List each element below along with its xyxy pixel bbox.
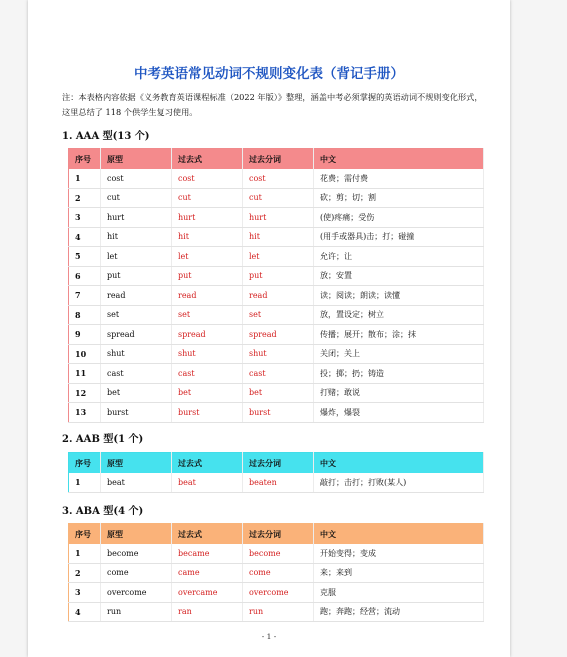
cell-no: 5 xyxy=(69,247,101,267)
cell-cn: 打赌；敢说 xyxy=(314,383,484,403)
cell-pp: hurt xyxy=(243,208,314,228)
cell-no: 4 xyxy=(69,227,101,247)
cell-no: 3 xyxy=(69,583,101,603)
cell-cn: (用手或器具)击；打；碰撞 xyxy=(314,227,484,247)
page-title: 中考英语常见动词不规则变化表（背记手册） xyxy=(134,66,404,82)
cell-cn: 关闭；关上 xyxy=(314,344,484,364)
cell-base: hit xyxy=(101,227,172,247)
table-row xyxy=(69,266,484,286)
table-header-row xyxy=(69,453,484,474)
cell-base: run xyxy=(101,602,172,622)
cell-cn: 读；阅读；朗读；读懂 xyxy=(314,286,484,306)
cell-no: 12 xyxy=(69,383,101,403)
col-header-pp: 过去分词 xyxy=(243,453,314,474)
col-header-pp: 过去分词 xyxy=(243,149,314,170)
cell-no: 6 xyxy=(69,266,101,286)
cell-pp: bet xyxy=(243,383,314,403)
cell-past: ran xyxy=(172,602,243,622)
cell-base: set xyxy=(101,305,172,325)
cell-past: spread xyxy=(172,325,243,345)
cell-base: read xyxy=(101,286,172,306)
cell-no: 2 xyxy=(69,563,101,583)
col-header-cn: 中文 xyxy=(314,453,484,474)
cell-cn: 花费；需付费 xyxy=(314,169,484,188)
cell-base: cut xyxy=(101,188,172,208)
cell-no: 3 xyxy=(69,208,101,228)
cell-base: put xyxy=(101,266,172,286)
cell-past: cast xyxy=(172,364,243,384)
table-row xyxy=(69,544,484,563)
col-header-past: 过去式 xyxy=(172,453,243,474)
cell-cn: 传播；展开；散布；涂；抹 xyxy=(314,325,484,345)
cell-past: cost xyxy=(172,169,243,188)
cell-cn: 放，置设定；树立 xyxy=(314,305,484,325)
cell-no: 11 xyxy=(69,364,101,384)
table-row xyxy=(69,364,484,384)
cell-pp: cast xyxy=(243,364,314,384)
col-header-past: 过去式 xyxy=(172,524,243,545)
cell-pp: cost xyxy=(243,169,314,188)
cell-pp: overcome xyxy=(243,583,314,603)
col-header-base: 原型 xyxy=(101,149,172,170)
cell-pp: put xyxy=(243,266,314,286)
cell-pp: spread xyxy=(243,325,314,345)
col-header-base: 原型 xyxy=(101,524,172,545)
section-heading-aaa: 1. AAA 型(13 个) xyxy=(62,131,150,142)
cell-pp: run xyxy=(243,602,314,622)
cell-no: 8 xyxy=(69,305,101,325)
cell-pp: become xyxy=(243,544,314,563)
cell-cn: 来；来到 xyxy=(314,563,484,583)
cell-pp: cut xyxy=(243,188,314,208)
cell-past: beat xyxy=(172,473,243,492)
table-body xyxy=(69,473,484,492)
cell-past: let xyxy=(172,247,243,267)
cell-pp: beaten xyxy=(243,473,314,492)
cell-past: overcame xyxy=(172,583,243,603)
col-header-past: 过去式 xyxy=(172,149,243,170)
table-body xyxy=(69,169,484,422)
section-heading-aba: 3. ABA 型(4 个) xyxy=(62,506,144,517)
cell-no: 1 xyxy=(69,473,101,492)
table-row xyxy=(69,227,484,247)
cell-no: 1 xyxy=(69,544,101,563)
cell-no: 10 xyxy=(69,344,101,364)
table-aaa xyxy=(68,148,484,423)
table-row xyxy=(69,583,484,603)
col-header-no: 序号 xyxy=(69,453,101,474)
cell-pp: come xyxy=(243,563,314,583)
cell-no: 13 xyxy=(69,403,101,423)
cell-base: come xyxy=(101,563,172,583)
section-heading-aab: 2. AAB 型(1 个) xyxy=(62,434,144,445)
cell-past: shut xyxy=(172,344,243,364)
cell-pp: burst xyxy=(243,403,314,423)
table-row xyxy=(69,247,484,267)
cell-past: bet xyxy=(172,383,243,403)
document-page xyxy=(28,0,510,657)
table-row xyxy=(69,383,484,403)
cell-pp: shut xyxy=(243,344,314,364)
cell-cn: 允许；让 xyxy=(314,247,484,267)
col-header-pp: 过去分词 xyxy=(243,524,314,545)
cell-base: become xyxy=(101,544,172,563)
cell-past: cut xyxy=(172,188,243,208)
cell-cn: 放；安置 xyxy=(314,266,484,286)
cell-no: 1 xyxy=(69,169,101,188)
cell-past: hurt xyxy=(172,208,243,228)
cell-cn: 跑；奔跑；经营；流动 xyxy=(314,602,484,622)
cell-cn: 敲打；击打；打败(某人) xyxy=(314,473,484,492)
page-number: - 1 - xyxy=(261,632,277,641)
cell-pp: let xyxy=(243,247,314,267)
table-row xyxy=(69,344,484,364)
table-row xyxy=(69,325,484,345)
cell-base: overcome xyxy=(101,583,172,603)
table-row xyxy=(69,305,484,325)
cell-cn: 爆炸，爆裂 xyxy=(314,403,484,423)
cell-past: came xyxy=(172,563,243,583)
cell-no: 4 xyxy=(69,602,101,622)
cell-no: 2 xyxy=(69,188,101,208)
cell-past: hit xyxy=(172,227,243,247)
cell-cn: (使)疼痛；受伤 xyxy=(314,208,484,228)
intro-note: 注：本表格内容依据《义务教育英语课程标准（2022 年版）》整理，涵盖中考必须掌握的英语动词不规则变化形式，这里总结了 118 个供学生复习使用。 xyxy=(62,92,483,117)
cell-no: 7 xyxy=(69,286,101,306)
table-aba xyxy=(68,523,484,622)
cell-past: read xyxy=(172,286,243,306)
table-row xyxy=(69,403,484,423)
cell-pp: hit xyxy=(243,227,314,247)
table-row xyxy=(69,602,484,622)
table-row xyxy=(69,208,484,228)
table-row xyxy=(69,169,484,188)
col-header-base: 原型 xyxy=(101,453,172,474)
cell-pp: read xyxy=(243,286,314,306)
table-aab xyxy=(68,452,484,493)
cell-base: cost xyxy=(101,169,172,188)
col-header-cn: 中文 xyxy=(314,524,484,545)
table-row xyxy=(69,188,484,208)
cell-base: shut xyxy=(101,344,172,364)
cell-no: 9 xyxy=(69,325,101,345)
table-row xyxy=(69,473,484,492)
table-row xyxy=(69,563,484,583)
table-header-row xyxy=(69,149,484,170)
cell-cn: 克服 xyxy=(314,583,484,603)
col-header-cn: 中文 xyxy=(314,149,484,170)
cell-pp: set xyxy=(243,305,314,325)
cell-cn: 砍；剪；切；割 xyxy=(314,188,484,208)
cell-past: became xyxy=(172,544,243,563)
cell-past: set xyxy=(172,305,243,325)
cell-base: beat xyxy=(101,473,172,492)
col-header-no: 序号 xyxy=(69,524,101,545)
cell-base: cast xyxy=(101,364,172,384)
cell-base: let xyxy=(101,247,172,267)
cell-base: bet xyxy=(101,383,172,403)
cell-cn: 开始变得；变成 xyxy=(314,544,484,563)
table-row xyxy=(69,286,484,306)
col-header-no: 序号 xyxy=(69,149,101,170)
table-body xyxy=(69,544,484,622)
cell-base: hurt xyxy=(101,208,172,228)
table-header-row xyxy=(69,524,484,545)
cell-past: put xyxy=(172,266,243,286)
cell-past: burst xyxy=(172,403,243,423)
cell-base: spread xyxy=(101,325,172,345)
cell-base: burst xyxy=(101,403,172,423)
cell-cn: 投；掷；扔；铸造 xyxy=(314,364,484,384)
